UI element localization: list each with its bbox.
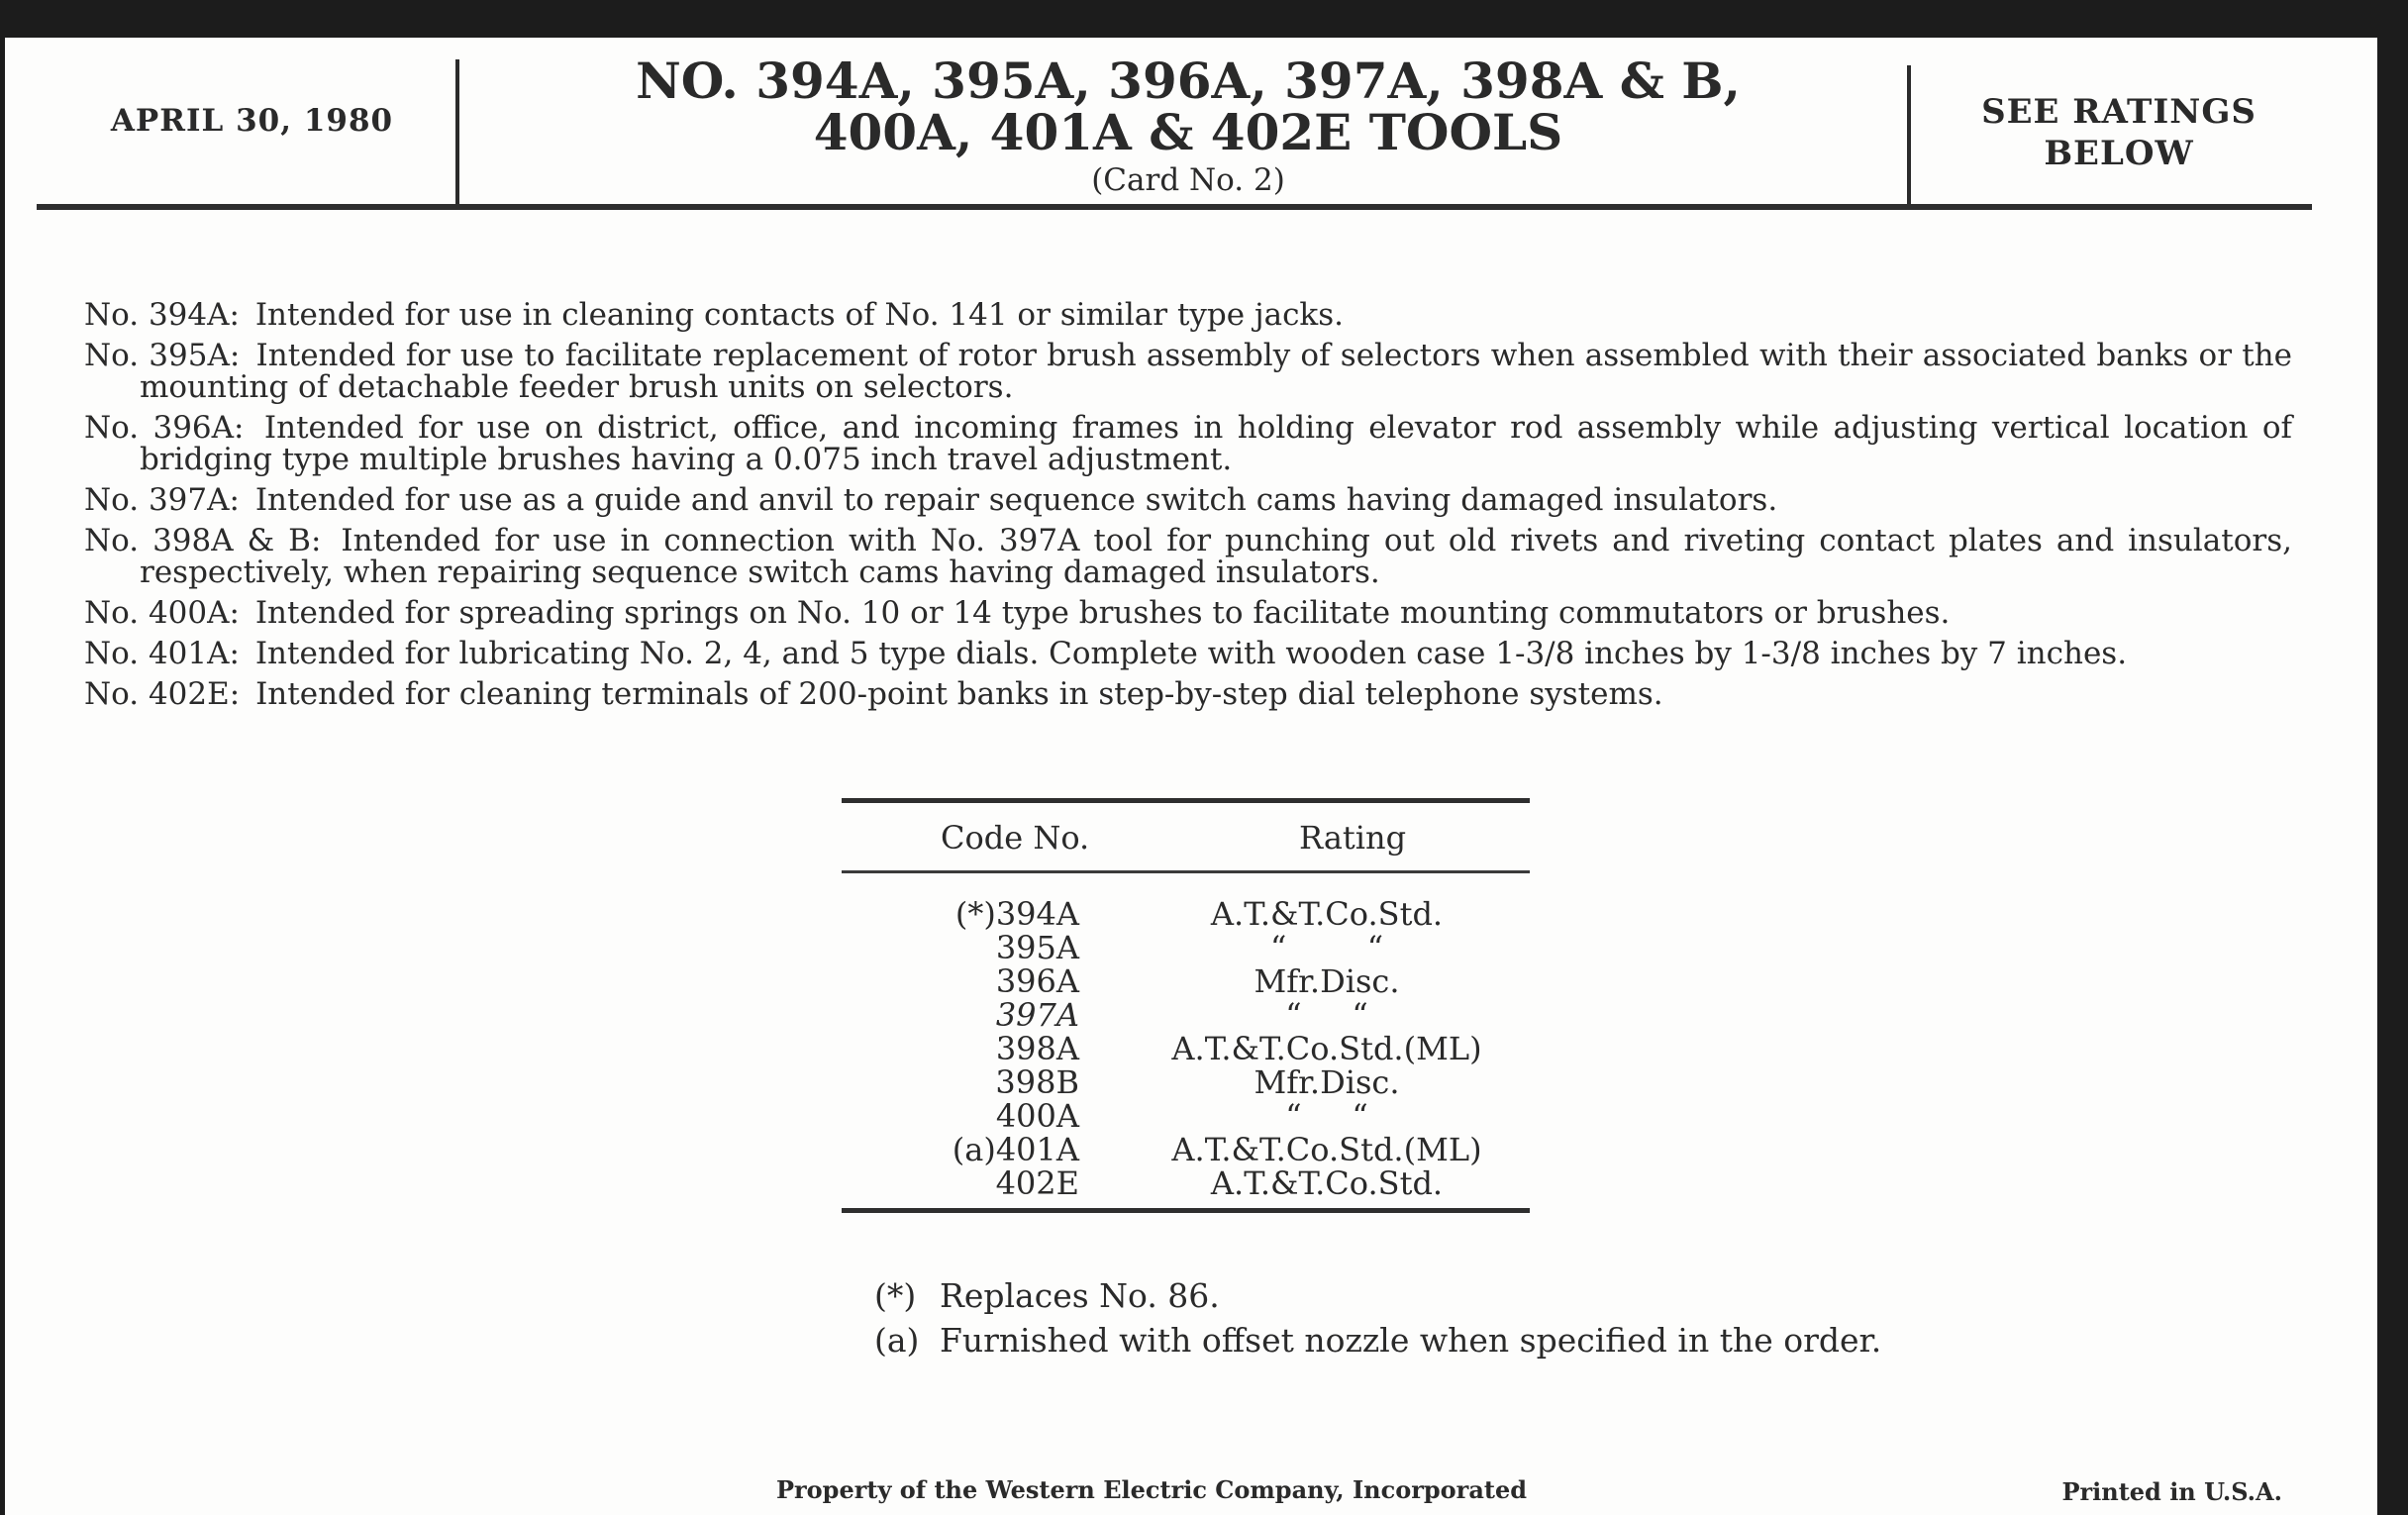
tool-entry [84, 484, 2292, 516]
rating-cell: “ “ [1285, 1097, 1368, 1135]
ratings-line-1: SEE RATINGS [1981, 92, 2257, 132]
entry-text: Intended for cleaning terminals of 200-point banks in step-by-step dial telephone systems. [255, 676, 1663, 712]
entry-label: No. 400A: [84, 595, 240, 631]
code-cell: 400A [995, 1097, 1079, 1135]
table-row [842, 1166, 1530, 1200]
rating-cell: Mfr.Disc. [1254, 1063, 1400, 1101]
rating-cell: “ “ [1269, 929, 1384, 966]
rating-cell: “ “ [1285, 996, 1368, 1034]
entry-text: Intended for use in connection with No. 397A tool for punching out old rivets and riveting contact plates and insulators, respectively, when repairing sequence switch cams having damaged insulators. [140, 523, 2292, 590]
property-notice: Property of the Western Electric Company, Incorporated [775, 1475, 1528, 1504]
code-cell: (*)394A [954, 895, 1079, 933]
issue-date: APRIL 30, 1980 [110, 103, 394, 139]
tool-entry [84, 525, 2292, 588]
tool-descriptions [84, 299, 2292, 719]
rating-cell: Mfr.Disc. [1254, 962, 1400, 1000]
table-row [842, 931, 1530, 964]
ratings-table [842, 798, 1530, 1213]
printed-notice: Printed in U.S.A. [2061, 1477, 2282, 1506]
table-bottom-rule [842, 1208, 1530, 1213]
entry-text: Intended for use as a guide and anvil to repair sequence switch cams having damaged insulators. [254, 482, 1778, 518]
table-row [842, 897, 1530, 931]
code-cell: (a)401A [952, 1131, 1079, 1168]
code-cell: 398B [995, 1063, 1079, 1101]
footnote-mark: (a) [874, 1321, 920, 1360]
footnote-mark: (*) [874, 1276, 917, 1315]
rating-cell: A.T.&T.Co.Std.(ML) [1171, 1030, 1482, 1067]
tool-entry [84, 638, 2292, 669]
card-number: (Card No. 2) [1091, 162, 1285, 198]
table-header [842, 803, 1530, 870]
title-line-2: 400A, 401A & 402E TOOLS [813, 103, 1563, 161]
footnote [874, 1318, 1881, 1363]
footnote-text: Replaces No. 86. [940, 1276, 1220, 1315]
entry-label: No. 396A: [84, 410, 245, 446]
table-row [842, 1065, 1530, 1099]
entry-label: No. 397A: [84, 482, 240, 518]
column-header-code: Code No. [941, 819, 1090, 857]
footnotes [874, 1273, 1881, 1363]
footnote-text: Furnished with offset nozzle when specified in the order. [940, 1321, 1882, 1360]
tool-entry [84, 299, 2292, 331]
title-line-1: NO. 394A, 395A, 396A, 397A, 398A & B, [636, 51, 1741, 110]
ratings-line-2: BELOW [2044, 134, 2194, 173]
entry-label: No. 402E: [84, 676, 241, 712]
table-row [842, 1032, 1530, 1065]
table-row [842, 998, 1530, 1032]
code-cell: 395A [995, 929, 1079, 966]
code-cell: 396A [995, 962, 1079, 1000]
entry-text: Intended for use in cleaning contacts of No. 141 or similar type jacks. [254, 297, 1344, 333]
tool-entry [84, 597, 2292, 629]
code-cell: 402E [995, 1164, 1079, 1202]
table-row [842, 964, 1530, 998]
table-body [842, 873, 1530, 1208]
see-ratings-note [1921, 91, 2317, 174]
rating-cell: A.T.&T.Co.Std. [1210, 895, 1444, 933]
entry-label: No. 395A: [84, 338, 241, 373]
entry-text: Intended for use to facilitate replacement of rotor brush assembly of selectors when assembled with their associated banks or the mounting of detachable feeder brush units on selectors. [140, 338, 2292, 405]
tool-entry [84, 412, 2292, 475]
tool-entry [84, 678, 2292, 710]
header-divider-left [455, 59, 459, 206]
header-divider-right [1907, 65, 1911, 206]
entry-label: No. 398A & B: [84, 523, 322, 558]
footnote [874, 1273, 1881, 1318]
code-cell: 398A [995, 1030, 1079, 1067]
rating-cell: A.T.&T.Co.Std.(ML) [1171, 1131, 1482, 1168]
header-rule [37, 204, 2312, 210]
entry-text: Intended for spreading springs on No. 10 or 14 type brushes to facilitate mounting commutators or brushes. [254, 595, 1951, 631]
table-row [842, 1133, 1530, 1166]
rating-cell: A.T.&T.Co.Std. [1210, 1164, 1444, 1202]
tool-entry [84, 340, 2292, 403]
page-title [470, 51, 1906, 161]
entry-label: No. 394A: [84, 297, 240, 333]
code-cell: 397A [995, 996, 1079, 1034]
entry-text: Intended for lubricating No. 2, 4, and 5 type dials. Complete with wooden case 1-3/8 inches by 1-3/8 inches by 7 inches. [254, 636, 2128, 671]
entry-label: No. 401A: [84, 636, 240, 671]
tool-card [5, 38, 2377, 1515]
entry-text: Intended for use on district, office, and incoming frames in holding elevator rod assembly while adjusting vertical location of bridging type multiple brushes having a 0.075 inch travel adjustment. [140, 410, 2293, 477]
column-header-rating: Rating [1299, 819, 1407, 857]
table-row [842, 1099, 1530, 1133]
